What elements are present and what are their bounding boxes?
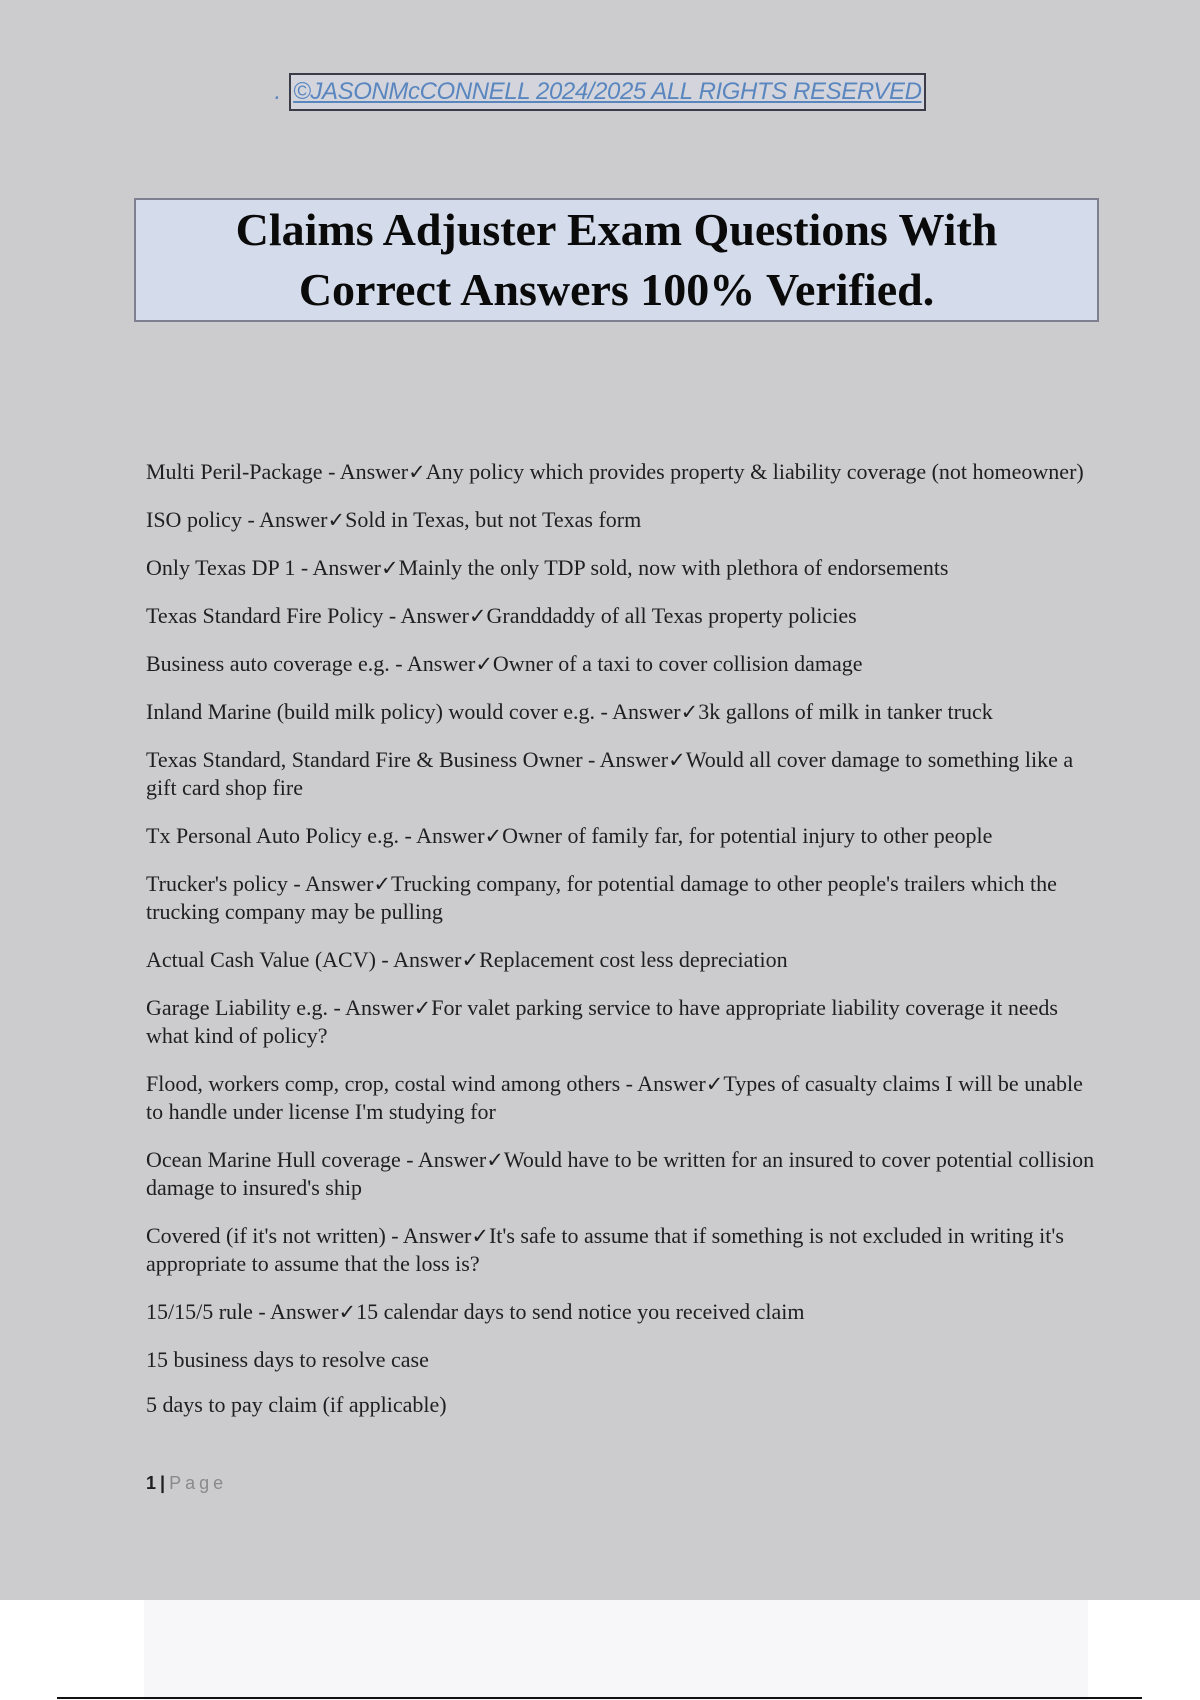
checkmark-icon: ✓: [380, 556, 399, 580]
title-line-1: Claims Adjuster Exam Questions With: [235, 204, 998, 255]
checkmark-icon: ✓: [705, 1072, 724, 1096]
qa-term: Garage Liability e.g. -: [146, 995, 346, 1020]
qa-item: [146, 1146, 1096, 1202]
qa-item: [146, 746, 1096, 802]
answer-label: Answer: [345, 995, 414, 1020]
checkmark-icon: ✓: [486, 1148, 504, 1172]
answer-label: Answer: [612, 699, 681, 724]
checkmark-icon: ✓: [338, 1300, 357, 1324]
checkmark-icon: ✓: [461, 948, 480, 972]
checkmark-icon: ✓: [408, 460, 426, 484]
qa-term: Texas Standard Fire Policy -: [146, 603, 401, 628]
answer-label: Answer: [304, 871, 374, 896]
qa-answer: Types of casualty claims I will be unable to handle under license I'm studying for: [146, 1071, 1083, 1124]
qa-term: Inland Marine (build milk policy) would cover e.g. -: [146, 699, 613, 724]
checkmark-icon: ✓: [468, 604, 487, 628]
qa-item: [146, 1298, 1096, 1326]
qa-term: Only Texas DP 1 -: [146, 555, 313, 580]
qa-answer: Sold in Texas, but not Texas form: [345, 507, 642, 532]
page-number: 1: [146, 1473, 157, 1493]
page-label: Page: [169, 1473, 228, 1493]
checkmark-icon: ✓: [373, 872, 392, 896]
qa-term: Covered (if it's not written) -: [146, 1223, 403, 1248]
qa-item: [146, 1070, 1096, 1126]
qa-answer: Any policy which provides property & liability coverage (not homeowner): [425, 459, 1084, 484]
qa-item: [146, 698, 1096, 726]
qa-answer: For valet parking service to have appropriate liability coverage it needs what kind of policy?: [146, 995, 1058, 1048]
qa-item: [146, 650, 1096, 678]
answer-label: Answer: [417, 1147, 487, 1172]
page-footer: [146, 1473, 227, 1494]
qa-term: 15/15/5 rule -: [146, 1299, 271, 1324]
answer-label: Answer: [416, 823, 485, 848]
checkmark-icon: ✓: [668, 748, 686, 772]
title-line-2: Correct Answers 100% Verified.: [298, 264, 935, 315]
checkmark-icon: ✓: [413, 996, 432, 1020]
title-box: [134, 198, 1099, 322]
qa-term: ISO policy -: [146, 507, 260, 532]
answer-label: Answer: [259, 507, 328, 532]
qa-answer: 3k gallons of milk in tanker truck: [698, 699, 993, 724]
qa-term: Trucker's policy -: [146, 871, 305, 896]
qa-term: Actual Cash Value (ACV) -: [146, 947, 394, 972]
qa-term: Business auto coverage e.g. -: [146, 651, 407, 676]
bottom-divider: [57, 1697, 1142, 1699]
qa-item: [146, 554, 1096, 582]
qa-note: 5 days to pay claim (if applicable): [146, 1392, 447, 1417]
qa-term: Ocean Marine Hull coverage -: [146, 1147, 418, 1172]
footer-separator: |: [160, 1473, 166, 1493]
qa-item: [146, 1222, 1096, 1278]
qa-answer: Owner of a taxi to cover collision damage: [492, 651, 863, 676]
checkmark-icon: ✓: [471, 1224, 489, 1248]
checkmark-icon: ✓: [484, 824, 503, 848]
copyright-header: [0, 73, 1200, 111]
answer-label: Answer: [393, 947, 462, 972]
answer-label: Answer: [312, 555, 381, 580]
checkmark-icon: ✓: [475, 652, 493, 676]
qa-list: [146, 458, 1096, 1436]
qa-answer: Replacement cost less depreciation: [479, 947, 788, 972]
header-dot: .: [274, 78, 282, 105]
copyright-notice: ©JASONMcCONNELL 2024/2025 ALL RIGHTS RESERVED: [289, 73, 925, 111]
qa-answer: Would all cover damage to something like a gift card shop fire: [146, 747, 1074, 800]
qa-term: Texas Standard, Standard Fire & Business Owner -: [146, 747, 600, 772]
qa-item: [146, 458, 1096, 486]
answer-label: Answer: [402, 1223, 472, 1248]
qa-item: [146, 822, 1096, 850]
qa-answer: Trucking company, for potential damage to other people's trailers which the trucking company may be pulling: [146, 871, 1057, 924]
qa-item: [146, 506, 1096, 534]
qa-term: Multi Peril-Package -: [146, 459, 340, 484]
answer-label: Answer: [406, 651, 476, 676]
qa-term: Tx Personal Auto Policy e.g. -: [146, 823, 417, 848]
answer-label: Answer: [599, 747, 669, 772]
qa-answer: 15 calendar days to send notice you received claim: [356, 1299, 805, 1324]
qa-note: 15 business days to resolve case: [146, 1347, 429, 1372]
answer-label: Answer: [339, 459, 409, 484]
answer-label: Answer: [400, 603, 469, 628]
checkmark-icon: ✓: [327, 508, 346, 532]
qa-item: [146, 994, 1096, 1050]
qa-item: [146, 946, 1096, 974]
checkmark-icon: ✓: [680, 700, 699, 724]
answer-label: Answer: [270, 1299, 339, 1324]
qa-item: [146, 602, 1096, 630]
qa-term: Flood, workers comp, crop, costal wind among others -: [146, 1071, 638, 1096]
qa-answer: Mainly the only TDP sold, now with plethora of endorsements: [398, 555, 949, 580]
qa-item: [146, 870, 1096, 926]
answer-label: Answer: [637, 1071, 706, 1096]
qa-answer: Owner of family far, for potential injury to other people: [502, 823, 993, 848]
qa-answer: It's safe to assume that if something is not excluded in writing it's appropriate to assume that the loss is?: [146, 1223, 1064, 1276]
qa-answer: Would have to be written for an insured to cover potential collision damage to insured's ship: [146, 1147, 1095, 1200]
next-page-preview: [144, 1600, 1088, 1700]
document-title: [236, 200, 998, 320]
qa-answer: Granddaddy of all Texas property policies: [486, 603, 857, 628]
